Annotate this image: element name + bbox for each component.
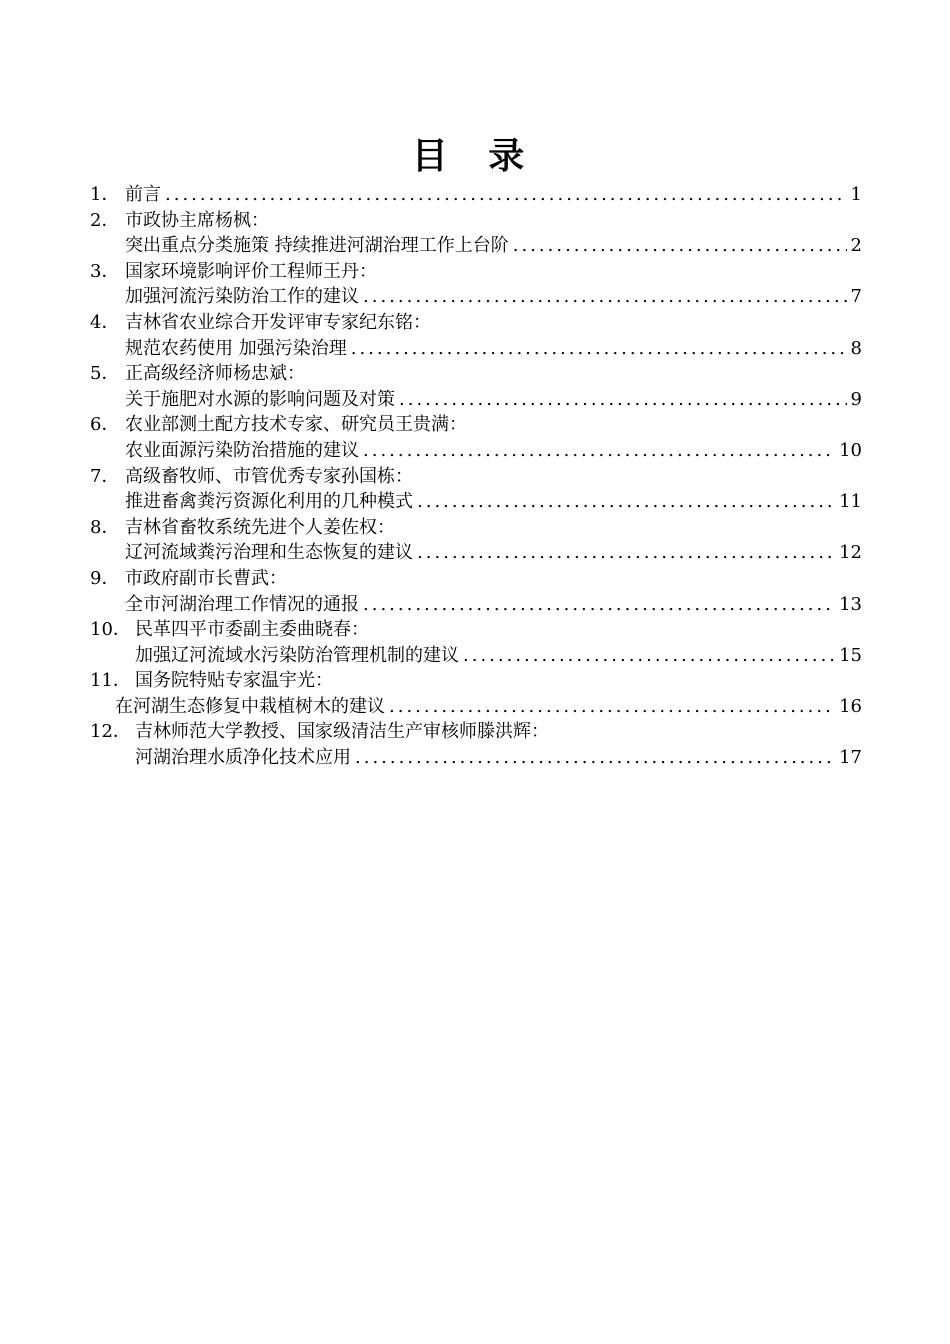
page-number: 9 [850, 388, 862, 410]
page-number: 16 [839, 695, 862, 717]
dot-leader [389, 694, 835, 720]
toc-entry-6[interactable] [90, 412, 862, 463]
toc-line[interactable] [90, 182, 862, 208]
entry-number: 5． [90, 363, 120, 385]
page-number: 10 [839, 439, 862, 461]
toc-line [90, 719, 862, 745]
toc-subline[interactable] [90, 233, 862, 259]
toc-line [90, 208, 862, 234]
toc-subline[interactable] [90, 745, 862, 771]
entry-heading: 前言 [125, 184, 161, 205]
entry-heading: 国务院特贴专家温宇光： [135, 670, 333, 692]
entry-heading: 高级畜牧师、市管优秀专家孙国栋： [125, 465, 413, 487]
entry-heading: 正高级经济师杨忠斌： [125, 363, 305, 385]
toc-entry-4[interactable] [90, 310, 862, 361]
page-number: 17 [839, 747, 862, 769]
dot-leader [363, 592, 835, 618]
page-title: 目 录 [411, 135, 539, 177]
entry-number: 10． [90, 619, 131, 641]
toc-subline[interactable] [90, 284, 862, 310]
entry-subtitle: 推进畜禽粪污资源化利用的几种模式 [125, 491, 413, 513]
toc-entry-1[interactable] [90, 182, 862, 208]
entry-subtitle: 在河湖生态修复中栽植树木的建议 [115, 695, 385, 717]
toc-entry-8[interactable] [90, 515, 862, 566]
toc-subline[interactable] [90, 694, 862, 720]
toc-line [90, 259, 862, 285]
toc-line [90, 617, 862, 643]
toc-entry-9[interactable] [90, 566, 862, 617]
toc-subline[interactable] [90, 592, 862, 618]
page-number: 13 [839, 593, 862, 615]
table-of-contents [90, 182, 862, 771]
page-number: 2 [850, 235, 862, 257]
page-number: 11 [839, 491, 862, 513]
entry-subtitle: 加强辽河流域水污染防治管理机制的建议 [135, 644, 459, 666]
entry-subtitle: 规范农药使用 加强污染治理 [125, 337, 347, 359]
page-number: 15 [839, 644, 862, 666]
entry-number: 6． [90, 414, 120, 436]
toc-subline[interactable] [90, 643, 862, 669]
dot-leader [417, 489, 835, 515]
entry-number: 8． [90, 516, 120, 538]
dot-leader [363, 284, 847, 310]
entry-number: 2． [90, 209, 120, 231]
dot-leader [165, 182, 847, 208]
entry-number: 9． [90, 567, 120, 589]
page-number: 8 [850, 337, 862, 359]
toc-line [90, 361, 862, 387]
entry-number: 1． [90, 184, 120, 205]
entry-number: 3． [90, 260, 120, 282]
toc-subline[interactable] [90, 489, 862, 515]
entry-heading: 吉林师范大学教授、国家级清洁生产审核师滕洪辉： [135, 721, 549, 743]
dot-leader [351, 336, 847, 362]
entry-subtitle: 加强河流污染防治工作的建议 [125, 286, 359, 308]
toc-subline[interactable] [90, 438, 862, 464]
dot-leader [513, 233, 847, 259]
toc-entry-12[interactable] [90, 719, 862, 770]
dot-leader [399, 387, 847, 413]
toc-line [90, 310, 862, 336]
entry-heading: 市政府副市长曹武： [125, 567, 287, 589]
toc-entry-11[interactable] [90, 668, 862, 719]
entry-number: 11． [90, 670, 131, 692]
toc-subline[interactable] [90, 387, 862, 413]
toc-entry-7[interactable] [90, 464, 862, 515]
dot-leader [463, 643, 835, 669]
entry-number: 12． [90, 721, 131, 743]
toc-entry-5[interactable] [90, 361, 862, 412]
entry-subtitle: 农业面源污染防治措施的建议 [125, 439, 359, 461]
entry-subtitle: 突出重点分类施策 持续推进河湖治理工作上台阶 [125, 235, 509, 257]
toc-line [90, 464, 862, 490]
entry-heading: 吉林省畜牧系统先进个人姜佐权： [125, 516, 395, 538]
dot-leader [355, 745, 835, 771]
entry-heading: 市政协主席杨枫： [125, 209, 269, 231]
entry-heading: 民革四平市委副主委曲晓春： [135, 619, 369, 641]
entry-heading: 农业部测土配方技术专家、研究员王贵满： [125, 414, 467, 436]
toc-entry-10[interactable] [90, 617, 862, 668]
toc-subline[interactable] [90, 540, 862, 566]
toc-entry-2[interactable] [90, 208, 862, 259]
entry-heading: 吉林省农业综合开发评审专家纪东铭： [125, 311, 431, 333]
page-number: 1 [850, 184, 862, 205]
toc-line [90, 668, 862, 694]
page-number: 12 [839, 542, 862, 564]
toc-subline[interactable] [90, 336, 862, 362]
entry-heading: 国家环境影响评价工程师王丹： [125, 260, 377, 282]
dot-leader [363, 438, 835, 464]
entry-subtitle: 辽河流域粪污治理和生态恢复的建议 [125, 542, 413, 564]
toc-line [90, 566, 862, 592]
page-number: 7 [850, 286, 862, 308]
dot-leader [417, 540, 835, 566]
toc-entry-3[interactable] [90, 259, 862, 310]
entry-subtitle: 关于施肥对水源的影响问题及对策 [125, 388, 395, 410]
toc-line [90, 412, 862, 438]
entry-number: 4． [90, 311, 120, 333]
entry-number: 7． [90, 465, 120, 487]
entry-subtitle: 河湖治理水质净化技术应用 [135, 747, 351, 769]
entry-subtitle: 全市河湖治理工作情况的通报 [125, 593, 359, 615]
toc-line [90, 515, 862, 541]
